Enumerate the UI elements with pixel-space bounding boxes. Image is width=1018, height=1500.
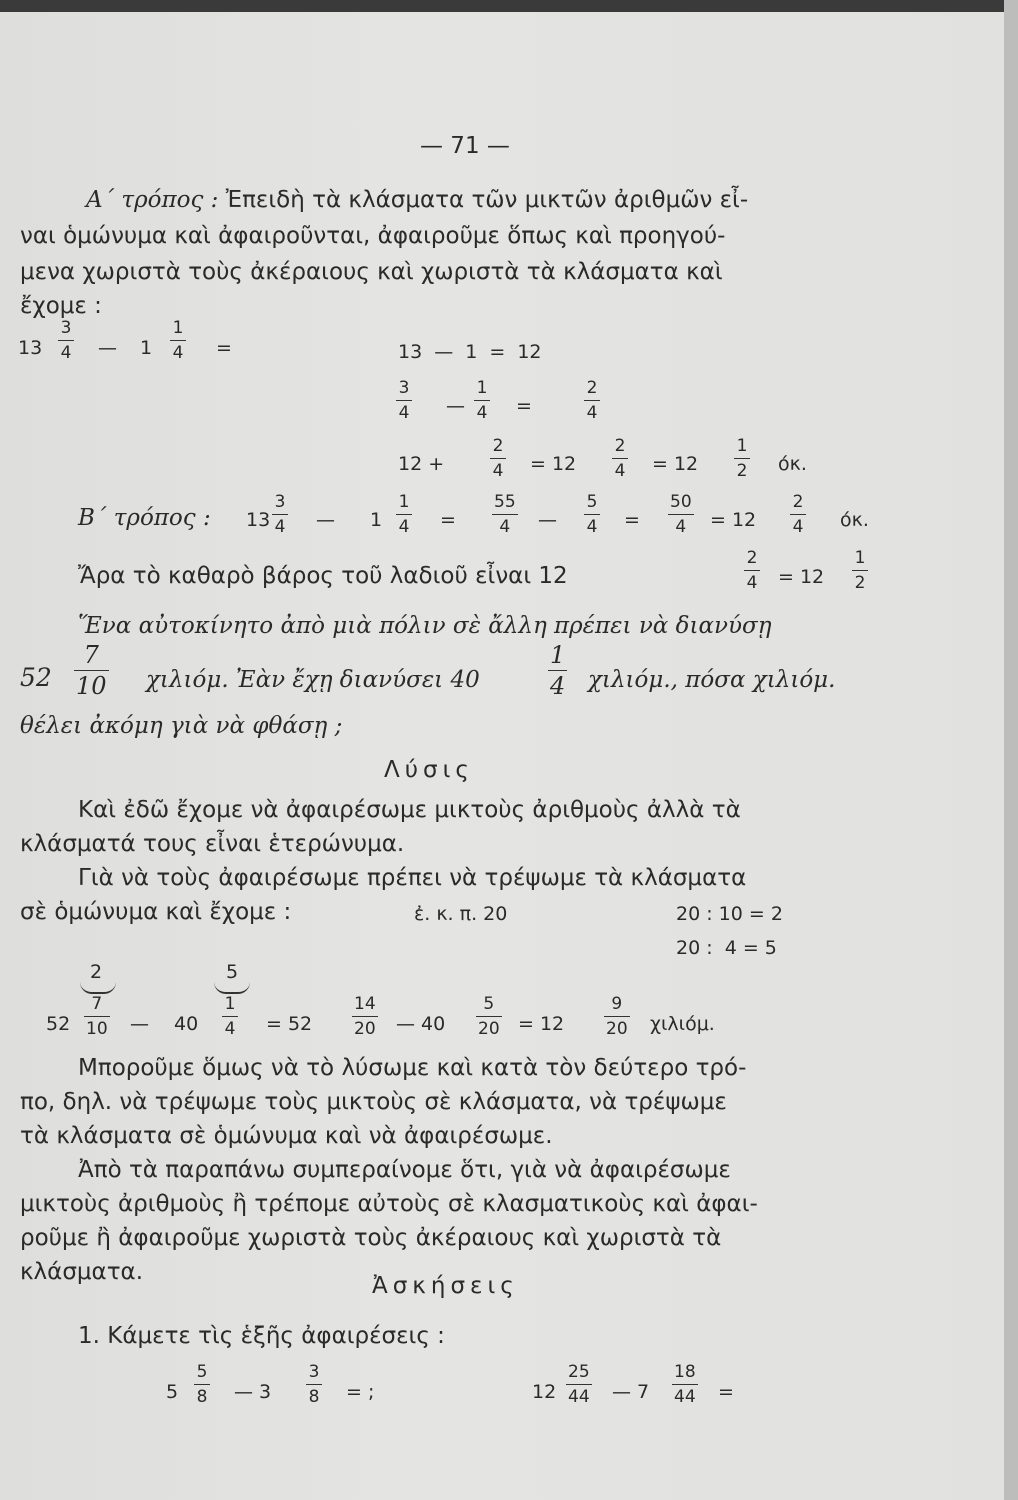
solution-p2-line2: σὲ ὁμώνυμα καὶ ἔχομε : [20, 899, 292, 925]
para-b-line2: μικτοὺς ἀριθμοὺς ἢ τρέπομε αὐτοὺς σὲ κλασματικοὺς καὶ ἀφαι- [20, 1191, 758, 1217]
para-a-line2: πο, δηλ. νὰ τρέψωμε τοὺς μικτοὺς σὲ κλάσματα, νὰ τρέψωμε [20, 1089, 727, 1115]
method-a-line4: ἔχομε : [20, 293, 102, 319]
calc-c-eq1: = 52 [266, 1013, 313, 1035]
conclusion-frac2 [852, 548, 868, 593]
calc-a-whole1: 13 [18, 337, 43, 359]
calc-c-brace2 [214, 982, 250, 994]
denominator: 20 [606, 1019, 628, 1039]
conclusion-text: Ἄρα τὸ καθαρὸ βάρος τοῦ λαδιοῦ εἶναι 12 [78, 563, 568, 589]
denominator: 4 [586, 403, 598, 423]
calc-a-frac2 [170, 318, 186, 363]
denominator: 4 [492, 461, 504, 481]
denominator: 4 [224, 1019, 236, 1039]
para-b-line4: κλάσματα. [20, 1259, 144, 1285]
method-b-eq1: = [440, 509, 456, 531]
solution-div1: 20 : 10 = 2 [676, 903, 783, 925]
exercises-heading: Ἀσκήσεις [372, 1273, 519, 1299]
method-b-frac2 [396, 492, 412, 537]
calc-a-sum-unit: όκ. [778, 453, 807, 475]
numerator: 1 [224, 994, 236, 1014]
calc-c-mult1: 2 [90, 961, 103, 983]
denominator: 4 [675, 517, 687, 537]
method-b-unit: όκ. [840, 509, 869, 531]
numerator: 3 [308, 1362, 320, 1382]
solution-lcm: ἐ. κ. π. 20 [414, 903, 508, 925]
solution-heading: Λύσις [384, 757, 474, 783]
denominator: 2 [854, 573, 866, 593]
method-b-whole1: 13 [246, 509, 271, 531]
problem-line1: Ἕνα αὐτοκίνητο ἀπὸ μιὰ πόλιν σὲ ἄλλη πρέπει νὰ διανύσῃ [78, 613, 772, 639]
method-b-label: Β΄ τρόπος : [78, 505, 211, 531]
numerator: 2 [746, 548, 758, 568]
calc-c-whole1: 52 [46, 1013, 71, 1035]
numerator: 2 [586, 378, 598, 398]
exercise1-e2-frac2 [672, 1362, 698, 1407]
numerator: 9 [611, 994, 623, 1014]
conclusion-frac1 [744, 548, 760, 593]
method-b-frac6 [790, 492, 806, 537]
denominator: 4 [398, 403, 410, 423]
calc-c-whole2: 40 [174, 1013, 199, 1035]
numerator: 2 [492, 436, 504, 456]
numerator: 7 [91, 994, 103, 1014]
problem-whole1: 52 [20, 663, 52, 692]
calc-a-sum-a: 12 + [398, 453, 445, 475]
method-b-frac5 [668, 492, 694, 537]
conclusion-eq: = 12 [778, 566, 825, 588]
calc-c-frac2 [222, 994, 238, 1039]
exercise1-e1-frac1 [194, 1362, 210, 1407]
calc-c-mult2: 5 [226, 961, 239, 983]
denominator: 4 [274, 517, 286, 537]
calc-c-frac1 [84, 994, 110, 1039]
problem-mid: χιλιόμ. Ἐὰν ἔχῃ διανύσει 40 [146, 667, 480, 693]
calc-c-minus2: — 40 [396, 1013, 446, 1035]
denominator: 4 [614, 461, 626, 481]
exercise1-e1-eq: = ; [346, 1381, 375, 1403]
method-b-eq2: = [624, 509, 640, 531]
exercise1-e2-frac1 [566, 1362, 592, 1407]
exercise1-e1-whole1: 5 [166, 1381, 179, 1403]
solution-div2: 20 : 4 = 5 [676, 937, 777, 959]
denominator: 44 [674, 1387, 696, 1407]
exercise1-e1-frac2 [306, 1362, 322, 1407]
numerator: 5 [586, 492, 598, 512]
calc-c-brace1 [80, 982, 116, 994]
calc-a-fr-minus: — [446, 395, 465, 417]
denominator: 20 [478, 1019, 500, 1039]
numerator: 14 [354, 994, 376, 1014]
page-number: — 71 — [420, 133, 510, 159]
exercise1-e1-minus: — 3 [234, 1381, 272, 1403]
method-b-frac4 [584, 492, 600, 537]
denominator: 8 [196, 1387, 208, 1407]
denominator: 4 [398, 517, 410, 537]
calc-a-fr-eq: = [516, 395, 532, 417]
exercise1-e2-minus: — 7 [612, 1381, 650, 1403]
numerator: 1 [550, 641, 566, 669]
calc-a-frac1 [58, 318, 74, 363]
numerator: 5 [483, 994, 495, 1014]
denominator: 4 [172, 343, 184, 363]
denominator: 20 [354, 1019, 376, 1039]
method-a-label: Α΄ τρόπος : [86, 187, 219, 213]
numerator: 1 [736, 436, 748, 456]
method-b-frac3 [492, 492, 518, 537]
exercise1-e2-whole1: 12 [532, 1381, 557, 1403]
calc-c-unit: χιλιόμ. [650, 1013, 715, 1035]
problem-line3: θέλει ἀκόμη γιὰ νὰ φθάσῃ ; [20, 713, 343, 739]
method-a-text1: Ἐπειδὴ τὰ κλάσματα τῶν μικτῶν ἀριθμῶν εἶ- [225, 187, 749, 213]
numerator: 1 [476, 378, 488, 398]
method-a-line1 [86, 186, 748, 214]
calc-a-eq: = [216, 337, 232, 359]
numerator: 7 [83, 641, 99, 669]
calc-a-minus: — [98, 337, 117, 359]
numerator: 1 [398, 492, 410, 512]
method-b-eq3: = 12 [710, 509, 757, 531]
denominator: 2 [736, 461, 748, 481]
calc-a-sum-b: = 12 [530, 453, 577, 475]
denominator: 4 [586, 517, 598, 537]
method-b-minus1: — [316, 509, 335, 531]
calc-a-sum-fr2 [612, 436, 628, 481]
numerator: 2 [614, 436, 626, 456]
denominator: 44 [568, 1387, 590, 1407]
method-b-minus2: — [538, 509, 557, 531]
calc-a-int-line: 13 — 1 = 12 [398, 341, 542, 363]
method-b-frac1 [272, 492, 288, 537]
denominator: 10 [76, 672, 107, 700]
calc-a-fr1 [396, 378, 412, 423]
solution-p1-line1: Καὶ ἐδῶ ἔχομε νὰ ἀφαιρέσωμε μικτοὺς ἀριθμοὺς ἀλλὰ τὰ [78, 797, 741, 823]
numerator: 3 [398, 378, 410, 398]
problem-frac1 [74, 642, 109, 699]
calc-c-eq2: = 12 [518, 1013, 565, 1035]
calc-c-minus1: — [130, 1013, 149, 1035]
denominator: 4 [550, 672, 566, 700]
numerator: 5 [196, 1362, 208, 1382]
numerator: 50 [670, 492, 692, 512]
para-b-line1: Ἀπὸ τὰ παραπάνω συμπεραίνομε ὅτι, γιὰ νὰ ἀφαιρέσωμε [78, 1157, 731, 1183]
para-a-line3: τὰ κλάσματα σὲ ὁμώνυμα καὶ νὰ ἀφαιρέσωμε. [20, 1123, 553, 1149]
numerator: 3 [60, 318, 72, 338]
calc-a-whole2: 1 [140, 337, 153, 359]
denominator: 4 [746, 573, 758, 593]
denominator: 4 [476, 403, 488, 423]
numerator: 1 [854, 548, 866, 568]
para-a-line1: Μποροῦμε ὅμως νὰ τὸ λύσωμε καὶ κατὰ τὸν δεύτερο τρό- [78, 1055, 747, 1081]
denominator: 10 [86, 1019, 108, 1039]
denominator: 8 [308, 1387, 320, 1407]
exercise1-e2-eq: = [718, 1381, 734, 1403]
method-b-whole2: 1 [370, 509, 383, 531]
calc-a-fr3 [584, 378, 600, 423]
numerator: 1 [172, 318, 184, 338]
para-b-line3: ροῦμε ἢ ἀφαιροῦμε χωριστὰ τοὺς ἀκέραιους καὶ χωριστὰ τὰ [20, 1225, 722, 1251]
scan-right-edge [1004, 0, 1018, 1500]
problem-end: χιλιόμ., πόσα χιλιόμ. [588, 667, 836, 693]
calc-a-sum-fr1 [490, 436, 506, 481]
calc-a-sum-fr3 [734, 436, 750, 481]
numerator: 25 [568, 1362, 590, 1382]
calc-a-sum-c: = 12 [652, 453, 699, 475]
numerator: 3 [274, 492, 286, 512]
numerator: 2 [792, 492, 804, 512]
numerator: 18 [674, 1362, 696, 1382]
method-a-line2: ναι ὁμώνυμα καὶ ἀφαιροῦνται, ἀφαιροῦμε ὅπως καὶ προηγού- [20, 223, 726, 249]
exercise1-text: 1. Κάμετε τὶς ἑξῆς ἀφαιρέσεις : [78, 1323, 445, 1349]
calc-c-frac4 [476, 994, 502, 1039]
denominator: 4 [60, 343, 72, 363]
calc-c-frac3 [352, 994, 378, 1039]
numerator: 55 [494, 492, 516, 512]
calc-c-frac5 [604, 994, 630, 1039]
problem-frac2 [548, 642, 567, 699]
denominator: 4 [499, 517, 511, 537]
denominator: 4 [792, 517, 804, 537]
scan-top-band [0, 0, 1004, 12]
solution-p1-line2: κλάσματά τους εἶναι ἑτερώνυμα. [20, 831, 405, 857]
method-a-line3: μενα χωριστὰ τοὺς ἀκέραιους καὶ χωριστὰ τὰ κλάσματα καὶ [20, 259, 723, 285]
solution-p2-line1: Γιὰ νὰ τοὺς ἀφαιρέσωμε πρέπει νὰ τρέψωμε τὰ κλάσματα [78, 865, 747, 891]
calc-a-fr2 [474, 378, 490, 423]
